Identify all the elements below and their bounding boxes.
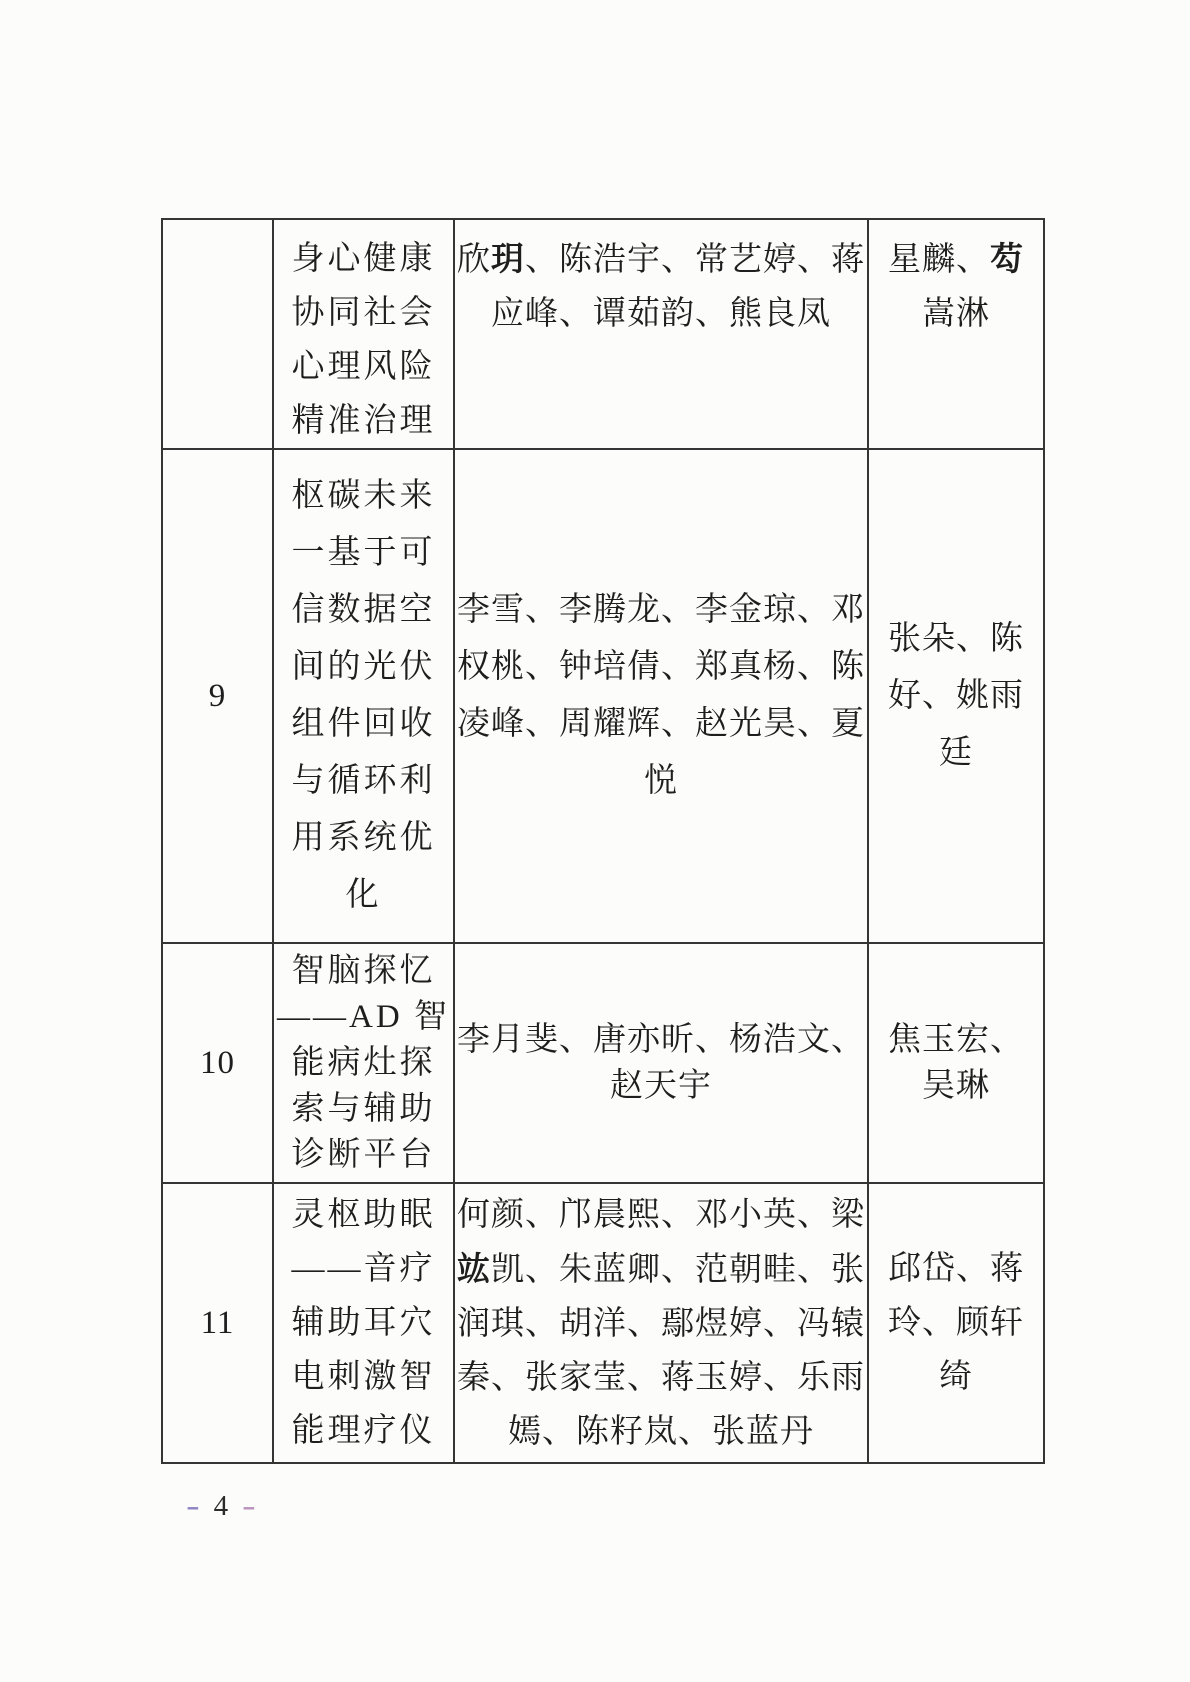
project-name-cell: 灵枢助眠 ——音疗 辅助耳穴 电刺激智 能理疗仪 bbox=[273, 1183, 454, 1463]
team-members-cell: 欣玥、陈浩宇、常艺婷、蒋 应峰、谭茹韵、熊良凤 bbox=[454, 219, 868, 449]
row-number-cell: 11 bbox=[162, 1183, 273, 1463]
team-members-cell: 李月斐、唐亦昕、杨浩文、 赵天宇 bbox=[454, 943, 868, 1183]
table-row-continuation bbox=[162, 219, 1044, 449]
advisors-cell: 星麟、芶 嵩淋 bbox=[868, 219, 1044, 449]
table-row-9 bbox=[162, 449, 1044, 943]
page-number bbox=[188, 1490, 254, 1523]
projects-table bbox=[161, 218, 1045, 1464]
advisors-cell: 张朵、陈 好、姚雨 廷 bbox=[868, 449, 1044, 943]
row-number-cell: 9 bbox=[162, 449, 273, 943]
advisors-cell: 焦玉宏、 吴琳 bbox=[868, 943, 1044, 1183]
team-members-cell: 李雪、李腾龙、李金琼、邓 权桃、钟培倩、郑真杨、陈 凌峰、周耀辉、赵光昊、夏 悦 bbox=[454, 449, 868, 943]
row-number-cell bbox=[162, 219, 273, 449]
row-number-cell: 10 bbox=[162, 943, 273, 1183]
project-name-cell: 智脑探忆 ——AD 智 能病灶探 索与辅助 诊断平台 bbox=[273, 943, 454, 1183]
table-row-10 bbox=[162, 943, 1044, 1183]
page-number-value: 4 bbox=[213, 1490, 229, 1522]
page-number-dash-right: - bbox=[242, 1490, 256, 1522]
page-number-dash-left: - bbox=[186, 1490, 200, 1522]
advisors-cell: 邱岱、蒋 玲、顾轩 绮 bbox=[868, 1183, 1044, 1463]
project-name-cell: 身心健康 协同社会 心理风险 精准治理 bbox=[273, 219, 454, 449]
team-members-cell: 何颜、邝晨熙、邓小英、梁 竑凯、朱蓝卿、范朝畦、张 润琪、胡洋、鄢煜婷、冯辕 秦、张家莹、蒋玉婷、乐雨 嫣、陈籽岚、张蓝丹 bbox=[454, 1183, 868, 1463]
table-row-11 bbox=[162, 1183, 1044, 1463]
project-name-cell: 枢碳未来 一基于可 信数据空 间的光伏 组件回收 与循环利 用系统优 化 bbox=[273, 449, 454, 943]
